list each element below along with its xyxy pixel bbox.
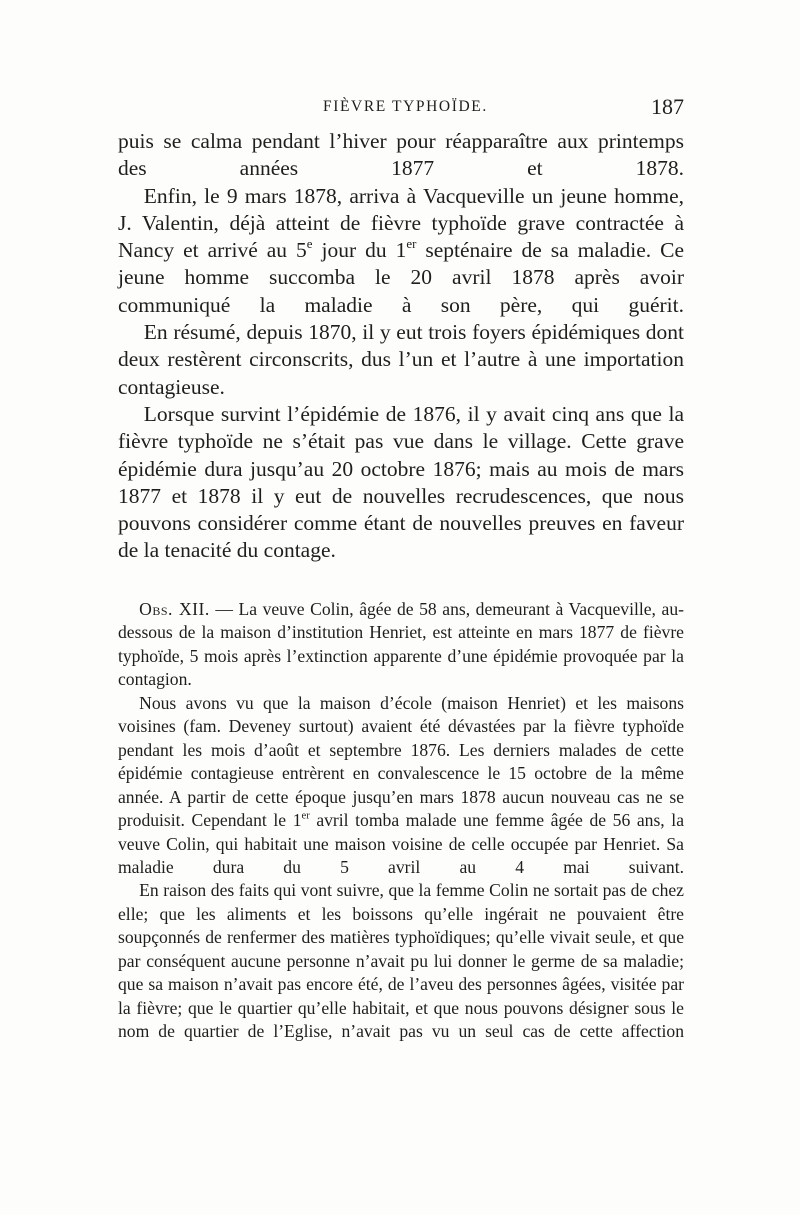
paragraph-2: Enfin, le 9 mars 1878, arriva à Vacqueville un jeune homme, J. Valentin, déjà atteint de fièvre typhoïde grave contractée à Nancy et arrivé au 5e jour du 1er septénaire de sa maladie. Ce jeune homme succomba le 20 avril 1878 après avoir communiqué la maladie à son père, qui guérit. — [118, 183, 684, 317]
main-text — [118, 128, 684, 565]
observation-intro: Obs. XII. — La veuve Colin, âgée de 58 ans, demeurant à Vacqueville, au-dessous de la maison d’institution Henriet, est atteinte en mars 1877 de fièvre typhoïde, 5 mois après l’extinction apparente d’une épidémie provoquée par la contagion. — [118, 599, 684, 690]
paragraph-3: En résumé, depuis 1870, il y eut trois foyers épidémiques dont deux restèrent circonscrits, dus l’un et l’autre à une importation contagieuse. — [118, 320, 684, 399]
superscript-e: e — [306, 237, 313, 252]
page-number: 187 — [651, 94, 684, 119]
paragraph-1: puis se calma pendant l’hiver pour réapparaître aux printemps des années 1877 et 1878. — [118, 129, 684, 181]
observation-paragraph-2: Nous avons vu que la maison d’école (maison Henriet) et les maisons voisines (fam. Deveney surtout) avaient été dévastées par la fièvre typhoïde pendant les mois d’août et septembre 1876. Les derniers malades de cette épidémie contagieuse entrèrent en convalescence le 15 octobre de la même année. A partir de cette époque jusqu’en mars 1878 aucun nouveau cas ne se produisit. Cependant le 1er avril tomba malade une femme âgée de 56 ans, la veuve Colin, qui habitait une maison voisine de celle occupée par Henriet. Sa maladie dura du 5 avril au 4 mai suivant. — [118, 692, 685, 877]
observation-label: Obs. XII. — [139, 599, 210, 619]
superscript-er: er — [301, 810, 310, 822]
superscript-er: er — [406, 237, 417, 252]
observation-xii — [118, 598, 684, 1044]
running-header — [118, 94, 684, 124]
running-title: FIÈVRE TYPHOÏDE. — [323, 98, 488, 115]
paragraph-4: Lorsque survint l’épidémie de 1876, il y avait cinq ans que la fièvre typhoïde ne s’était pas vue dans le village. Cette grave épidémie dura jusqu’au 20 octobre 1876; mais au mois de mars 1877 et 1878 il y eut de nouvelles recrudescences, que nous pouvons considérer comme étant de nouvelles preuves en faveur de la tenacité du contage. — [118, 401, 684, 563]
observation-paragraph-3: En raison des faits qui vont suivre, que la femme Colin ne sortait pas de chez elle; que les aliments et les boissons qu’elle ingérait ne pouvaient être soupçonnés de renfermer des matières typhoïdiques; qu’elle vivait seule, et que par conséquent aucune personne n’avait pu lui donner le germe de sa maladie; que sa maison n’avait pas encore été, de l’aveu des personnes âgées, visitée par la fièvre; que le quartier qu’elle habitait, et que nous pouvons désigner sous le nom de quartier de l’Eglise, n’avait pas vu un seul cas de cette affection — [118, 880, 684, 1042]
